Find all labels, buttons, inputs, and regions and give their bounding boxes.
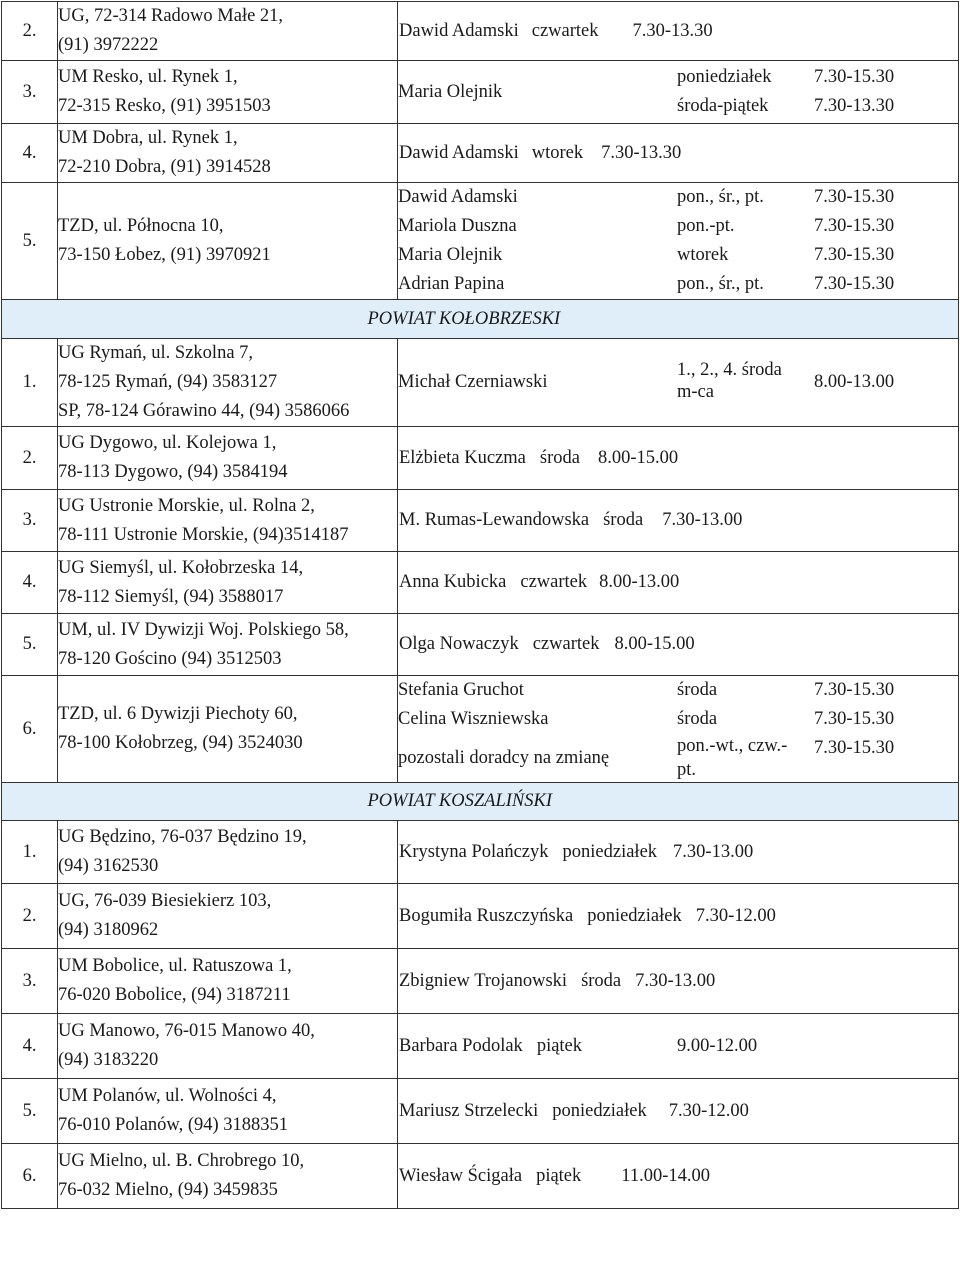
advisor-name: Dawid Adamski — [399, 142, 519, 163]
table-row — [2, 61, 959, 124]
office-hours: 7.30-12.00 — [695, 905, 776, 926]
office-hours: 7.30-15.30 — [814, 245, 895, 265]
advisor-name: Celina Wiszniewska — [398, 709, 549, 729]
row-number: 4. — [2, 124, 58, 183]
address-line: UG Manowo, 76-015 Manowo 40, — [58, 1021, 315, 1041]
office-address — [58, 2, 398, 61]
advisor-schedule — [398, 614, 959, 676]
office-hours: 8.00-15.00 — [614, 634, 695, 654]
duty-day: pon., śr., pt. — [677, 274, 764, 294]
office-hours: 7.30-13.30 — [601, 142, 682, 163]
advisor-schedule — [398, 61, 959, 124]
row-number: 2. — [2, 427, 58, 490]
advisor-name: Bogumiła Ruszczyńska — [399, 905, 574, 926]
schedule-entry — [398, 906, 958, 927]
duty-day: 1., 2., 4. środa m-ca — [677, 359, 782, 402]
table-row — [2, 1144, 959, 1209]
duty-day: czwartek — [532, 634, 600, 654]
address-line: 78-100 Kołobrzeg, (94) 3524030 — [58, 733, 303, 753]
duty-day: środa — [677, 709, 718, 729]
advisor-name: Maria Olejnik — [398, 81, 503, 102]
office-address — [58, 949, 398, 1014]
schedule-entry — [398, 212, 958, 241]
advisor-name: Dawid Adamski — [399, 20, 519, 41]
row-number: 1. — [2, 821, 58, 884]
address-line: TZD, ul. Północna 10, — [58, 216, 224, 236]
table-row — [2, 339, 959, 427]
advisor-name: Michał Czerniawski — [398, 372, 548, 392]
office-address — [58, 614, 398, 676]
advisor-schedule — [398, 884, 959, 949]
address-line: 78-120 Gościno (94) 3512503 — [58, 648, 282, 669]
section-band-left — [2, 783, 398, 821]
office-address — [58, 1144, 398, 1209]
table-row — [2, 821, 959, 884]
section-header-row — [2, 300, 959, 339]
address-line: UG Ustronie Morskie, ul. Rolna 2, — [58, 495, 315, 516]
row-number: 2. — [2, 2, 58, 61]
table-row — [2, 427, 959, 490]
duty-day: poniedziałek — [562, 841, 658, 862]
schedule-entry — [398, 676, 958, 705]
office-address — [58, 183, 398, 300]
row-number: 4. — [2, 552, 58, 614]
office-hours: 7.30-15.30 — [814, 187, 895, 207]
section-title-text: POWIAT KOSZALIŃSKI — [367, 791, 553, 811]
schedule-entry — [398, 448, 958, 469]
section-title-text: POWIAT KOŁOBRZESKI — [367, 308, 561, 329]
address-line: UM Polanów, ul. Wolności 4, — [58, 1086, 277, 1106]
row-number: 2. — [2, 884, 58, 949]
office-hours: 7.30-15.30 — [814, 709, 895, 729]
advisor-schedule — [398, 339, 959, 427]
office-address — [58, 821, 398, 884]
schedule-entry — [398, 241, 958, 270]
address-line: UG Będzino, 76-037 Będzino 19, — [58, 827, 307, 847]
advisor-schedule — [398, 821, 959, 884]
advisor-schedule — [398, 124, 959, 183]
office-address — [58, 339, 398, 427]
schedule-entry — [398, 270, 958, 299]
duty-day: piątek — [536, 1165, 582, 1186]
advisor-name: pozostali doradcy na zmianę — [398, 747, 610, 768]
table-row — [2, 490, 959, 552]
schedule-entry — [398, 1036, 958, 1057]
duty-day: wtorek — [677, 245, 729, 265]
schedule-entry — [398, 1166, 958, 1187]
duty-day: poniedziałek — [587, 905, 682, 926]
office-hours: 7.30-13.30 — [632, 20, 713, 41]
table-row — [2, 552, 959, 614]
section-title — [367, 300, 959, 339]
office-hours: 8.00-13.00 — [599, 572, 680, 592]
advisor-schedule — [398, 949, 959, 1014]
address-line: UM Dobra, ul. Rynek 1, — [58, 128, 238, 148]
office-address — [58, 490, 398, 552]
address-line: UG Mielno, ul. B. Chrobrego 10, — [58, 1151, 305, 1171]
row-number: 1. — [2, 339, 58, 427]
duty-day: pon.-wt., czw.- pt. — [677, 736, 788, 780]
office-hours: 7.30-15.30 7.30-13.30 — [814, 67, 895, 116]
address-line: 78-111 Ustronie Morskie, (94)3514187 — [58, 524, 349, 545]
advisor-name: Dawid Adamski — [398, 187, 518, 207]
address-line: UG Dygowo, ul. Kolejowa 1, — [58, 433, 277, 453]
advisor-name: Mariusz Strzelecki — [399, 1100, 539, 1121]
row-number: 5. — [2, 1079, 58, 1144]
office-hours: 9.00-12.00 — [677, 1035, 758, 1056]
advisor-name: Krystyna Polańczyk — [399, 841, 549, 862]
duty-day: poniedziałek — [552, 1100, 647, 1121]
row-number: 6. — [2, 676, 58, 783]
office-address — [58, 61, 398, 124]
address-line: UM, ul. IV Dywizji Woj. Polskiego 58, — [58, 619, 349, 640]
office-hours: 7.30-15.30 — [814, 738, 895, 758]
office-address — [58, 676, 398, 783]
office-address — [58, 124, 398, 183]
schedule-entry — [398, 143, 958, 164]
advisor-name: Stefania Gruchot — [398, 680, 524, 700]
advisor-name: Adrian Papina — [398, 274, 505, 294]
office-address — [58, 884, 398, 949]
advisor-schedule — [398, 427, 959, 490]
advisor-name: M. Rumas-Lewandowska — [399, 510, 590, 530]
row-number: 5. — [2, 183, 58, 300]
schedule-entry — [398, 572, 958, 593]
duty-day: pon.-pt. — [677, 216, 735, 236]
duty-day: środa — [581, 970, 622, 991]
row-number: 3. — [2, 949, 58, 1014]
table-row — [2, 1079, 959, 1144]
duty-day: czwartek — [520, 572, 588, 592]
office-hours: 7.30-13.00 — [673, 841, 754, 862]
schedule-entry — [398, 63, 958, 121]
table-row — [2, 884, 959, 949]
office-hours: 11.00-14.00 — [621, 1165, 710, 1186]
duty-day: środa — [603, 510, 644, 530]
schedule-entry — [398, 971, 958, 992]
schedule-entry — [398, 705, 958, 734]
duty-day: piątek — [536, 1035, 583, 1056]
advisor-schedule — [398, 1079, 959, 1144]
address-line: 78-113 Dygowo, (94) 3584194 — [58, 462, 288, 482]
schedule-entry — [398, 21, 958, 42]
row-number: 6. — [2, 1144, 58, 1209]
address-line: UG Rymań, ul. Szkolna 7, — [58, 343, 254, 363]
address-line: 76-010 Polanów, (94) 3188351 — [58, 1115, 289, 1135]
table-row — [2, 614, 959, 676]
duty-day: środa — [539, 447, 580, 468]
office-hours: 8.00-13.00 — [814, 372, 895, 392]
duty-day: wtorek — [531, 142, 584, 163]
schedule-entry — [398, 510, 958, 531]
address-line: (94) 3162530 — [58, 856, 159, 876]
schedule-entry — [398, 183, 958, 212]
table-row — [2, 2, 959, 61]
duty-day: pon., śr., pt. — [677, 187, 764, 207]
advisor-name: Elżbieta Kuczma — [399, 447, 526, 468]
schedule-entry — [398, 842, 958, 863]
section-band-left — [2, 300, 398, 339]
address-line: 78-112 Siemyśl, (94) 3588017 — [58, 586, 284, 607]
office-hours: 8.00-15.00 — [597, 447, 679, 468]
duty-day: poniedziałek środa-piątek — [677, 67, 772, 116]
address-line: UG, 72-314 Radowo Małe 21, — [58, 6, 284, 26]
office-hours: 7.30-13.00 — [635, 970, 716, 991]
advisor-schedule — [398, 1144, 959, 1209]
advisor-name: Mariola Duszna — [398, 216, 517, 236]
address-line: UG Siemyśl, ul. Kołobrzeska 14, — [58, 557, 304, 578]
row-number: 5. — [2, 614, 58, 676]
office-hours: 7.30-15.30 — [814, 274, 895, 294]
office-address — [58, 427, 398, 490]
table-row — [2, 124, 959, 183]
advisor-schedule-table — [1, 1, 959, 1209]
advisor-schedule — [398, 676, 959, 783]
address-line: 76-020 Bobolice, (94) 3187211 — [58, 985, 291, 1005]
schedule-entry — [398, 359, 958, 403]
address-line: (94) 3180962 — [58, 920, 159, 940]
office-hours: 7.30-12.00 — [668, 1100, 749, 1121]
advisor-name: Maria Olejnik — [398, 245, 503, 265]
office-address — [58, 552, 398, 614]
schedule-entry — [398, 1101, 958, 1122]
advisor-schedule — [398, 2, 959, 61]
address-line: 72-210 Dobra, (91) 3914528 — [58, 157, 271, 177]
office-address — [58, 1014, 398, 1079]
advisor-schedule — [398, 1014, 959, 1079]
address-line: UG, 76-039 Biesiekierz 103, — [58, 891, 272, 911]
address-line: SP, 78-124 Górawino 44, (94) 3586066 — [58, 401, 350, 421]
advisor-name: Zbigniew Trojanowski — [399, 970, 568, 991]
office-hours: 7.30-15.30 — [814, 680, 895, 700]
advisor-name: Barbara Podolak — [399, 1035, 523, 1056]
table-row — [2, 676, 959, 783]
address-line: UM Bobolice, ul. Ratuszowa 1, — [58, 956, 292, 976]
section-header-row — [2, 783, 959, 821]
address-line: (91) 3972222 — [58, 35, 159, 55]
address-line: 76-032 Mielno, (94) 3459835 — [58, 1180, 278, 1200]
section-title — [367, 783, 959, 821]
row-number: 3. — [2, 61, 58, 124]
advisor-name: Olga Nowaczyk — [399, 634, 519, 654]
address-line: 73-150 Łobez, (91) 3970921 — [58, 245, 271, 265]
row-number: 3. — [2, 490, 58, 552]
advisor-schedule — [398, 552, 959, 614]
table-row — [2, 183, 959, 300]
address-line: TZD, ul. 6 Dywizji Piechoty 60, — [58, 704, 298, 724]
address-line: UM Resko, ul. Rynek 1, — [58, 67, 238, 87]
address-line: 78-125 Rymań, (94) 3583127 — [58, 372, 278, 392]
advisor-schedule — [398, 183, 959, 300]
advisor-name: Anna Kubicka — [399, 572, 507, 592]
office-hours: 7.30-15.30 — [814, 216, 895, 236]
address-line: (94) 3183220 — [58, 1050, 159, 1070]
schedule-entry — [398, 734, 958, 782]
row-number: 4. — [2, 1014, 58, 1079]
table-row — [2, 949, 959, 1014]
duty-day: czwartek — [531, 20, 599, 41]
duty-day: środa — [677, 680, 718, 700]
office-address — [58, 1079, 398, 1144]
schedule-entry — [398, 634, 958, 655]
advisor-name: Wiesław Ścigała — [399, 1165, 523, 1186]
table-row — [2, 1014, 959, 1079]
office-hours: 7.30-13.00 — [662, 510, 743, 530]
address-line: 72-315 Resko, (91) 3951503 — [58, 96, 271, 116]
advisor-schedule — [398, 490, 959, 552]
